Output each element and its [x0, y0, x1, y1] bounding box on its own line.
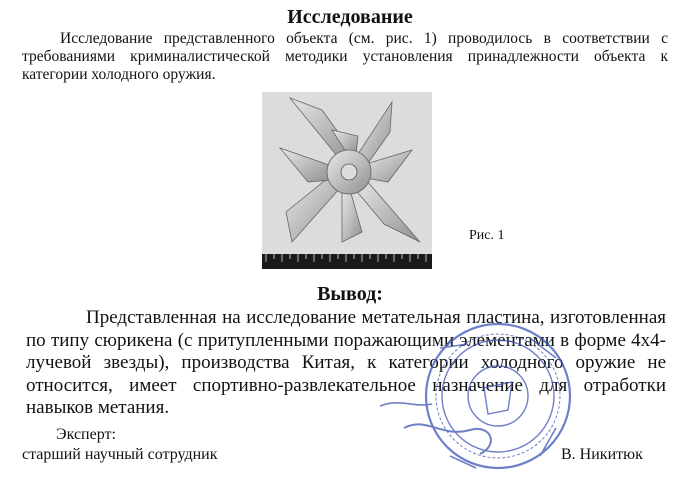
expert-name: В. Никитюк [561, 446, 643, 463]
expert-label: Эксперт: [56, 426, 116, 443]
ruler [262, 254, 432, 269]
expert-position: старший научный сотрудник [22, 446, 218, 463]
figure-caption: Рис. 1 [469, 228, 505, 243]
section-title: Исследование [287, 6, 413, 28]
shuriken-photo [262, 92, 432, 269]
conclusion-paragraph: Представленная на исследование метательная пластина, изготовленная по типу сюрикена (с притупленными поражающими элементами в форме 4х4-лучевой звезды), производства Китая, к категории холодного оружие не относится, имеет спортивно-развлекательное назначение для отработки навыков метания. [26, 307, 666, 418]
intro-paragraph: Исследование представленного объекта (см. рис. 1) проводилось в соответствии с требованиями криминалистической методики установления принадлежности объекта к категории холодного оружия. [22, 30, 668, 83]
shuriken-image [262, 92, 432, 269]
shuriken-hole [341, 164, 357, 180]
stamp-seal-icon [380, 318, 580, 481]
conclusion-heading: Вывод: [317, 283, 383, 305]
